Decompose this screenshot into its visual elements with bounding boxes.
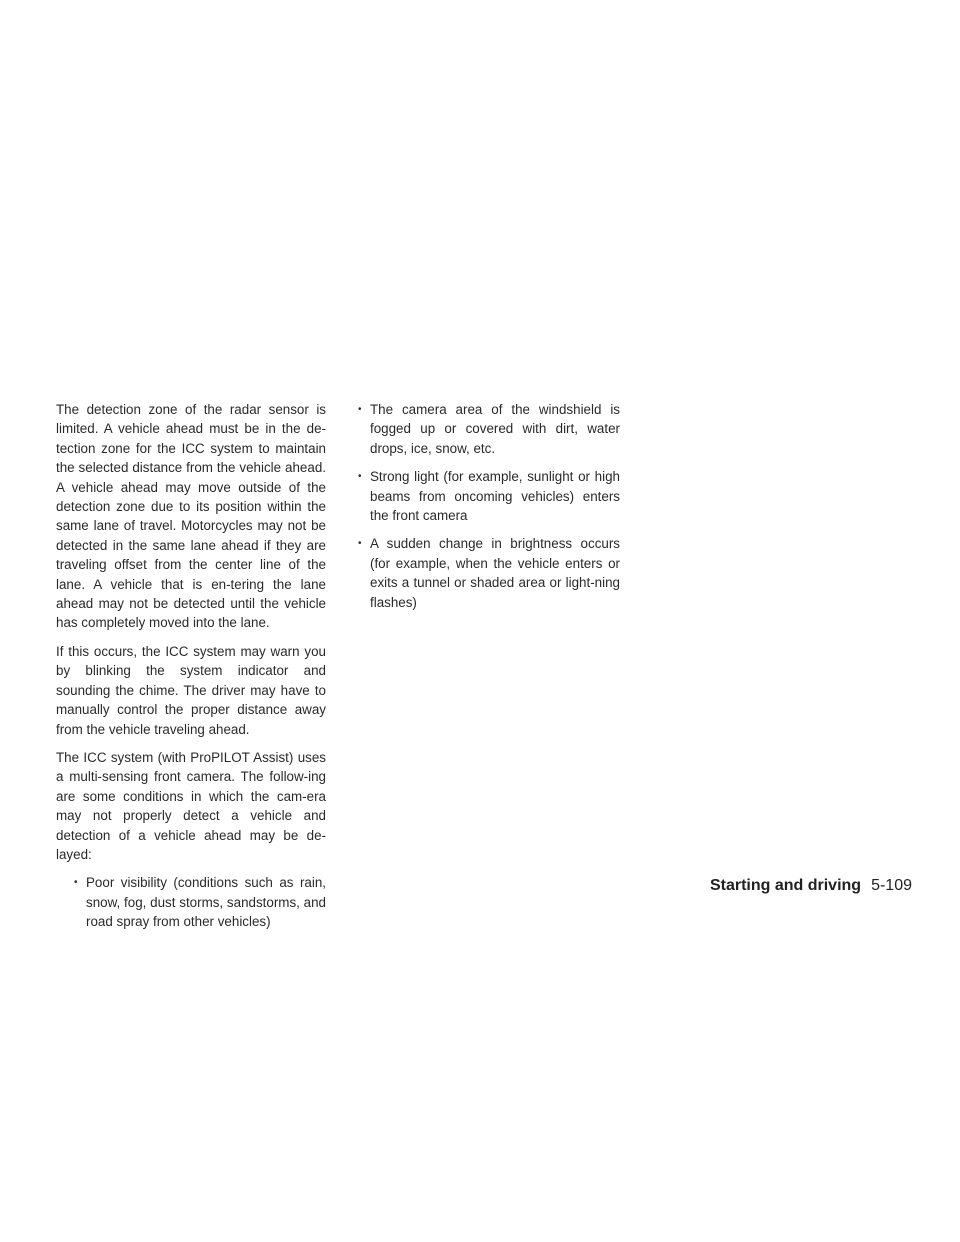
- page-footer: [710, 876, 912, 896]
- conditions-list-left: [74, 873, 326, 931]
- list-item: • Strong light (for example, sunlight or high beams from oncoming vehicles) enters the front camera: [358, 467, 620, 525]
- left-column: [56, 400, 326, 941]
- right-column: [358, 400, 620, 621]
- section-title: Starting and driving: [709, 877, 862, 894]
- paragraph-detection-zone: The detection zone of the radar sensor is limited. A vehicle ahead must be in the de-tection zone for the ICC system to maintain the selected distance from the vehicle ahead. A vehicle ahead may move outside of the detection zone due to its position within the same lane of travel. Motorcycles may not be detected in the same lane ahead if they are traveling offset from the center line of the lane. A vehicle that is en-tering the lane ahead may not be detected until the vehicle has completely moved into the lane.: [56, 402, 326, 631]
- conditions-list-right: [358, 400, 620, 612]
- list-item: • Poor visibility (conditions such as rain, snow, fog, dust storms, sandstorms, and road spray from other vehicles): [74, 873, 326, 931]
- paragraph-camera-conditions: The ICC system (with ProPILOT Assist) uses a multi-sensing front camera. The follow-ing are some conditions in which the cam-era may not properly detect a vehicle and detection of a vehicle ahead may be de-layed:: [56, 749, 326, 862]
- list-item: • A sudden change in brightness occurs (for example, when the vehicle enters or exits a tunnel or shaded area or light-ning flashes): [358, 534, 620, 612]
- page-number: 5-109: [871, 877, 912, 894]
- list-item: • The camera area of the windshield is fogged up or covered with dirt, water drops, ice, snow, etc.: [358, 400, 620, 458]
- paragraph-icc-warning: If this occurs, the ICC system may warn you by blinking the system indicator and sounding the chime. The driver may have to manually control the proper distance away from the vehicle traveling ahead.: [56, 643, 326, 737]
